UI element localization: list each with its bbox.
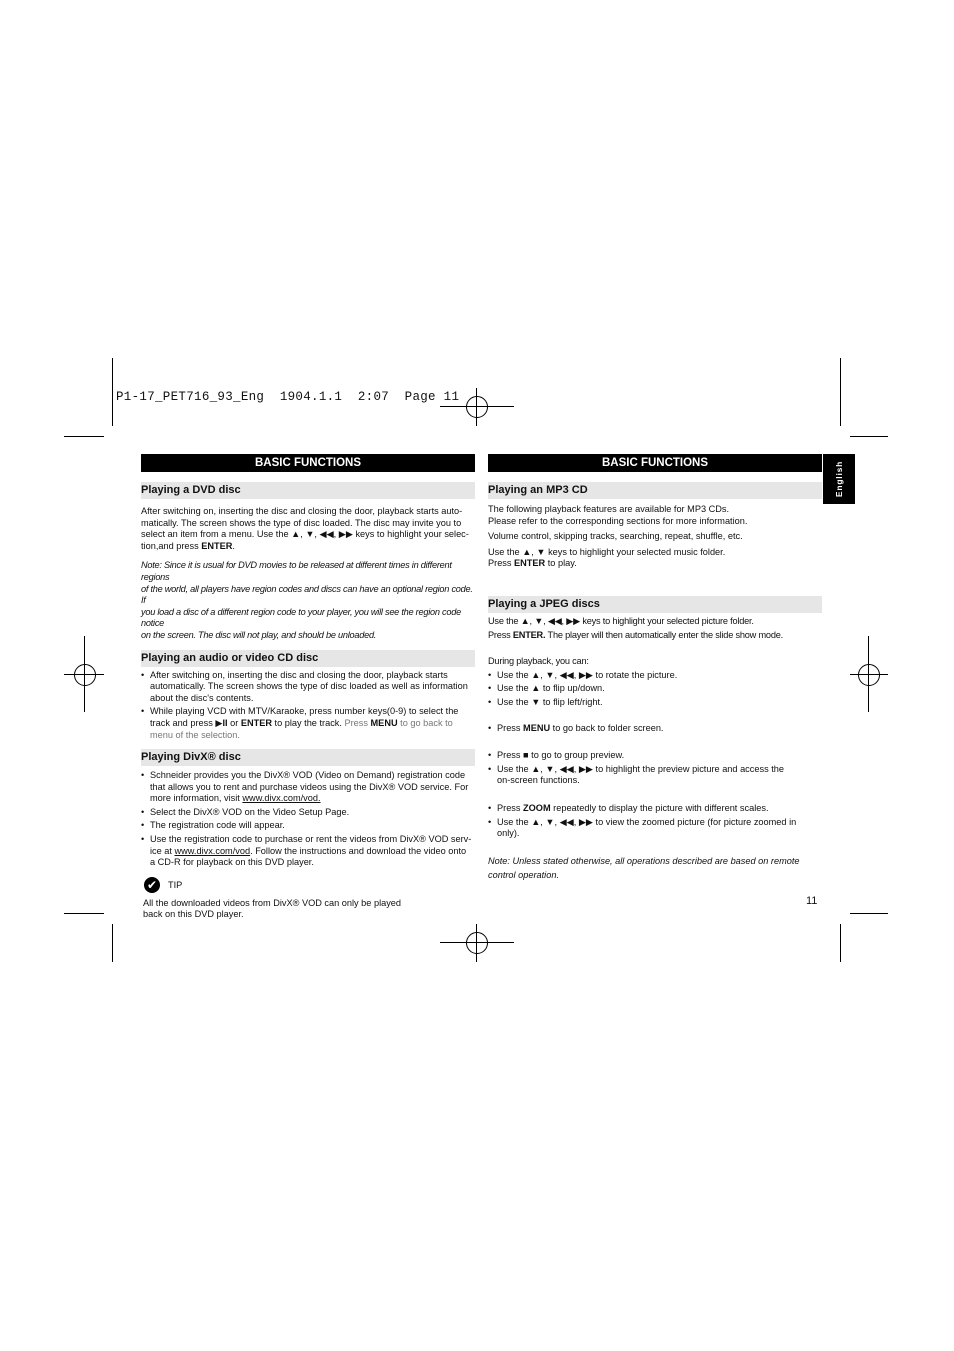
- language-label: English: [834, 460, 844, 498]
- heading-jpeg: Playing a JPEG discs: [488, 596, 822, 613]
- jpeg-list-2: [488, 723, 822, 735]
- text-line: The following playback features are available for MP3 CDs.: [488, 504, 730, 514]
- text-line: During playback, you can:: [488, 656, 589, 667]
- dvd-note: [141, 560, 475, 641]
- up-arrow-icon: ▲: [531, 683, 541, 694]
- play-pause-icon: ▶II: [215, 717, 228, 728]
- text-line: you load a disc of a different region code to your player, you will see the region code notice: [141, 606, 461, 629]
- crop-mark: [850, 913, 888, 914]
- jpeg-list-3: [488, 750, 822, 787]
- list-item: • Use the ▲ to flip up/down.: [497, 683, 822, 695]
- text-line: on the screen. The disc will not play, and should be unloaded.: [141, 629, 377, 640]
- crop-mark: [112, 358, 113, 426]
- registration-circle-icon: [466, 396, 488, 418]
- text-line: Press ENTER. The player will then automatically enter the slide show mode.: [488, 629, 784, 640]
- audio-list: [141, 670, 475, 742]
- jpeg-list-1: [488, 670, 822, 709]
- jpeg-note: [488, 854, 822, 882]
- text-line: Volume control, skipping tracks, searching, repeat, shuffle, etc.: [488, 531, 743, 542]
- text-line: Please refer to the corresponding sections for more information.: [488, 515, 748, 526]
- section-banner: BASIC FUNCTIONS: [141, 454, 475, 472]
- jpeg-list-4: [488, 803, 822, 840]
- mp3-body: [488, 504, 822, 570]
- text-line: control operation.: [488, 869, 559, 880]
- divx-link[interactable]: www.divx.com/vod.: [242, 793, 321, 804]
- text-line: Note: Unless stated otherwise, all operations described are based on remote: [488, 855, 800, 866]
- list-item: • Select the DivX® VOD on the Video Setup Page.: [150, 807, 475, 819]
- list-item: • Use the registration code to purchase or rent the videos from DivX® VOD serv- ice at www.divx.com/vod. Follow the instructions and download the video onto a CD-R for playback on this DVD player.: [150, 834, 475, 869]
- left-column: [141, 454, 475, 921]
- heading-audio-cd: Playing an audio or video CD disc: [141, 650, 475, 667]
- jpeg-body: [488, 616, 822, 668]
- list-item: • Press ■ to go to group preview.: [497, 750, 822, 762]
- crop-mark: [64, 436, 104, 437]
- text-line: Press ENTER to play.: [488, 558, 577, 569]
- crop-mark: [112, 924, 113, 962]
- crop-mark: [850, 436, 888, 437]
- navigation-keys-icon: ▲, ▼, ◀◀, ▶▶: [520, 615, 580, 626]
- list-item: • Press MENU to go back to folder screen.: [497, 723, 822, 735]
- crop-mark: [64, 913, 104, 914]
- list-item: • After switching on, inserting the disc and closing the door, playback starts automatically. The screen shows the type of disc loaded as well as information about the disc's contents.: [150, 670, 475, 705]
- checkmark-icon: ✔: [144, 877, 160, 893]
- registration-circle-icon: [74, 664, 96, 686]
- page-number: 11: [806, 895, 818, 907]
- text-line: tion,and press ENTER.: [141, 540, 235, 551]
- text-line: Use the ▲, ▼, ◀◀, ▶▶ keys to highlight your selected picture folder.: [488, 615, 754, 626]
- navigation-keys-icon: ▲, ▼: [522, 546, 546, 557]
- right-column: [488, 454, 822, 882]
- list-item: • Use the ▲, ▼, ◀◀, ▶▶ to rotate the picture.: [497, 670, 822, 682]
- divx-link[interactable]: www.divx.com/vod: [174, 845, 251, 856]
- text-line: back on this DVD player.: [143, 909, 244, 920]
- text-line: of the world, all players have region codes and discs can have an optional region code. If: [141, 583, 473, 606]
- navigation-keys-icon: ▲, ▼, ◀◀, ▶▶: [531, 763, 593, 774]
- tip-row: [141, 877, 475, 895]
- section-banner: BASIC FUNCTIONS: [488, 454, 822, 472]
- heading-divx: Playing DivX® disc: [141, 749, 475, 766]
- divx-list: [141, 770, 475, 869]
- list-item: • Use the ▲, ▼, ◀◀, ▶▶ to highlight the preview picture and access the on-screen functions.: [497, 764, 822, 787]
- heading-mp3: Playing an MP3 CD: [488, 482, 822, 499]
- registration-circle-icon: [858, 664, 880, 686]
- print-header: P1-17_PET716_93_Eng 1904.1.1 2:07 Page 11: [116, 390, 460, 404]
- stop-icon: ■: [523, 750, 529, 761]
- list-item: • While playing VCD with MTV/Karaoke, press number keys(0-9) to select the track and press ▶II or ENTER to play the track. Press MENU to go back to menu of the selection.: [150, 706, 475, 741]
- text-line: After switching on, inserting the disc and closing the door, playback starts auto-: [141, 506, 463, 516]
- dvd-body: [141, 506, 475, 552]
- navigation-keys-icon: ▲, ▼, ◀◀, ▶▶: [531, 669, 593, 680]
- text-line: Use the ▲, ▼ keys to highlight your selected music folder.: [488, 546, 726, 557]
- registration-circle-icon: [466, 932, 488, 954]
- text-line: matically. The screen shows the type of disc loaded. The disc may invite you to: [141, 517, 462, 528]
- heading-dvd: Playing a DVD disc: [141, 482, 475, 499]
- text-line: Note: Since it is usual for DVD movies to be released at different times in different regions: [141, 560, 452, 582]
- list-item: • The registration code will appear.: [150, 820, 475, 832]
- crop-mark: [840, 924, 841, 962]
- text-line: All the downloaded videos from DivX® VOD can only be played: [143, 897, 402, 908]
- text-line: select an item from a menu. Use the ▲, ▼, ◀◀, ▶▶ keys to highlight your selec-: [141, 529, 469, 540]
- list-item: • Use the ▼ to flip left/right.: [497, 697, 822, 709]
- list-item: • Schneider provides you the DivX® VOD (Video on Demand) registration code that allows you to rent and purchase videos using the DivX® VOD service. For more information, visit www.divx.com/vod.: [150, 770, 475, 805]
- crop-mark: [840, 358, 841, 426]
- tip-body: [141, 898, 475, 921]
- language-tab: [823, 454, 855, 504]
- list-item: • Press ZOOM repeatedly to display the picture with different scales.: [497, 803, 822, 815]
- tip-label: TIP: [168, 879, 183, 890]
- down-arrow-icon: ▼: [531, 696, 541, 707]
- navigation-keys-icon: ▲, ▼, ◀◀, ▶▶: [291, 529, 353, 540]
- navigation-keys-icon: ▲, ▼, ◀◀, ▶▶: [531, 816, 593, 827]
- list-item: • Use the ▲, ▼, ◀◀, ▶▶ to view the zoomed picture (for picture zoomed in only).: [497, 817, 822, 840]
